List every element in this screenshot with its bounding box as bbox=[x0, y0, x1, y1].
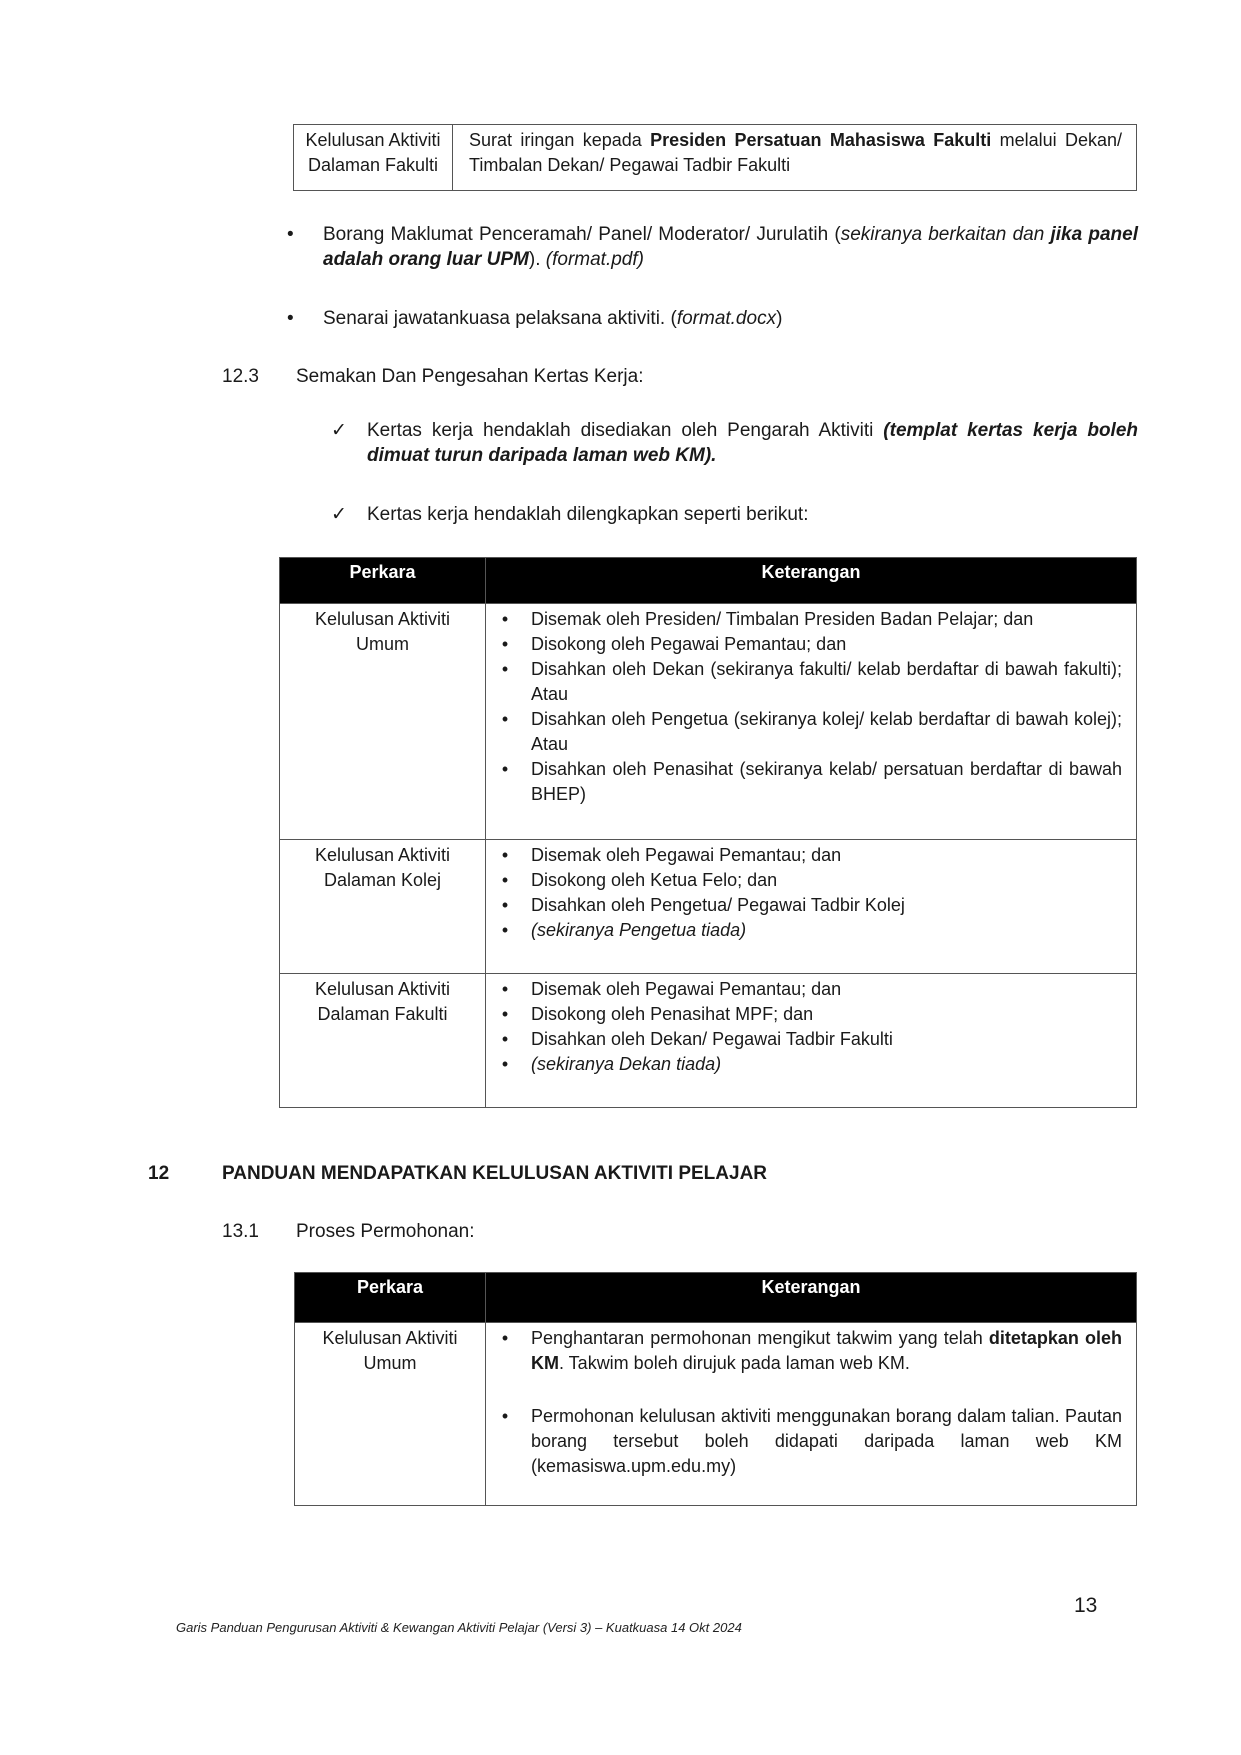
bullet-icon: • bbox=[501, 895, 509, 915]
item-text: Disokong oleh Penasihat MPF; dan bbox=[531, 1004, 814, 1024]
bullet-icon: • bbox=[287, 224, 294, 245]
top-table-desc bbox=[453, 125, 1137, 191]
bullet-item bbox=[287, 222, 1138, 272]
section-number: 13.1 bbox=[222, 1221, 259, 1242]
bullet-icon: • bbox=[501, 1004, 509, 1024]
row-content bbox=[486, 604, 1137, 840]
label-line: Kelulusan Aktiviti bbox=[322, 1328, 458, 1348]
footer-text: Garis Panduan Pengurusan Aktiviti & Kewangan Aktiviti Pelajar (Versi 3) – Kuatkuasa 14 Okt 2024 bbox=[176, 1620, 742, 1635]
list-item bbox=[498, 868, 1122, 893]
desc-bold: Presiden Persatuan Mahasiswa Fakulti bbox=[650, 130, 992, 150]
label-line: Umum bbox=[363, 1353, 417, 1373]
bullet-icon: • bbox=[501, 979, 509, 999]
bullet-icon: • bbox=[501, 609, 509, 629]
row-label bbox=[280, 604, 486, 840]
item-text: . Takwim boleh dirujuk pada laman web KM. bbox=[559, 1353, 910, 1373]
label-line: Kelulusan Aktiviti bbox=[314, 979, 451, 999]
bullet-text: Borang Maklumat Penceramah/ Panel/ Moderator/ Jurulatih ( bbox=[323, 224, 841, 245]
desc-text: melalui Dekan/ Timbalan Dekan/ Pegawai Tadbir Fakulti bbox=[469, 130, 1122, 175]
desc-text: Surat iringan kepada bbox=[469, 130, 651, 150]
list-item bbox=[498, 918, 1122, 943]
label-line: Kelulusan Aktiviti bbox=[314, 609, 451, 629]
bullet-icon: • bbox=[501, 1029, 509, 1049]
list-item bbox=[498, 657, 1122, 707]
bullet-bold-italic: jika panel adalah orang luar UPM bbox=[323, 224, 1138, 270]
row-label bbox=[295, 1323, 486, 1506]
item-text: Permohonan kelulusan aktiviti menggunakan borang dalam talian. Pautan borang tersebut boleh didapati daripada laman web KM (kemasiswa.upm.edu.my) bbox=[531, 1406, 1122, 1476]
row-label bbox=[280, 974, 486, 1108]
label-line: Dalaman Fakulti bbox=[317, 1004, 448, 1024]
section-title: Semakan Dan Pengesahan Kertas Kerja: bbox=[296, 366, 644, 387]
list-item bbox=[498, 757, 1122, 807]
section-title: Proses Permohonan: bbox=[296, 1221, 475, 1242]
check-text: Kertas kerja hendaklah disediakan oleh Pengarah Aktiviti bbox=[367, 420, 884, 441]
list-item bbox=[498, 893, 1122, 918]
check-item bbox=[331, 418, 1138, 468]
section-number: 12 bbox=[148, 1163, 170, 1184]
label-line: Dalaman Kolej bbox=[323, 870, 442, 890]
item-bold: ditetapkan oleh KM bbox=[531, 1328, 1122, 1373]
column-header: Keterangan bbox=[486, 1273, 1137, 1323]
list-item bbox=[498, 1326, 1122, 1376]
bullet-icon: • bbox=[501, 659, 509, 679]
item-text: Disahkan oleh Pengetua/ Pegawai Tadbir Kolej bbox=[531, 895, 905, 915]
check-bold-italic: (templat kertas kerja boleh dimuat turun daripada laman web KM). bbox=[367, 420, 1138, 466]
item-text: Disahkan oleh Pengetua (sekiranya kolej/ kelab berdaftar di bawah kolej); Atau bbox=[531, 709, 1122, 754]
table-row bbox=[280, 974, 1137, 1108]
bullet-italic: format.docx bbox=[676, 308, 777, 329]
item-text: Penghantaran permohonan mengikut takwim yang telah bbox=[531, 1328, 989, 1348]
top-table bbox=[293, 124, 1137, 191]
item-text: Disahkan oleh Penasihat (sekiranya kelab/ persatuan berdaftar di bawah BHEP) bbox=[531, 759, 1122, 804]
bullet-item bbox=[287, 306, 1138, 331]
label-line: Kelulusan Aktiviti bbox=[314, 845, 451, 865]
row-label bbox=[280, 840, 486, 974]
column-header: Keterangan bbox=[486, 558, 1137, 604]
label-line: Kelulusan Aktiviti bbox=[305, 130, 441, 150]
item-text: (sekiranya Pengetua tiada) bbox=[531, 920, 747, 940]
bullet-icon: • bbox=[501, 845, 509, 865]
list-item bbox=[498, 843, 1122, 868]
row-content bbox=[486, 974, 1137, 1108]
bullet-text: ) bbox=[776, 308, 783, 329]
bullet-icon: • bbox=[501, 1328, 509, 1348]
item-text: Disokong oleh Ketua Felo; dan bbox=[531, 870, 778, 890]
section-heading: PANDUAN MENDAPATKAN KELULUSAN AKTIVITI PELAJAR bbox=[222, 1163, 768, 1184]
item-text: Disahkan oleh Dekan/ Pegawai Tadbir Fakulti bbox=[531, 1029, 893, 1049]
row-content bbox=[486, 840, 1137, 974]
bullet-icon: • bbox=[287, 308, 294, 329]
item-text: Disemak oleh Presiden/ Timbalan Presiden Badan Pelajar; dan bbox=[531, 609, 1034, 629]
list-item bbox=[498, 1002, 1122, 1027]
list-item bbox=[498, 607, 1122, 632]
bullet-italic: sekiranya berkaitan dan bbox=[840, 224, 1051, 245]
page-number: 13 bbox=[1074, 1594, 1098, 1617]
bullet-icon: • bbox=[501, 1054, 509, 1074]
list-item bbox=[498, 1052, 1122, 1077]
item-text: Disemak oleh Pegawai Pemantau; dan bbox=[531, 845, 842, 865]
row-content bbox=[486, 1323, 1137, 1506]
bullet-text: Senarai jawatankuasa pelaksana aktiviti. ( bbox=[323, 308, 677, 329]
item-text: Disemak oleh Pegawai Pemantau; dan bbox=[531, 979, 842, 999]
label-line: Umum bbox=[356, 634, 409, 654]
label-line: Dalaman Fakulti bbox=[307, 155, 439, 175]
bullet-icon: • bbox=[501, 709, 509, 729]
list-item bbox=[498, 977, 1122, 1002]
table-row bbox=[295, 1323, 1137, 1506]
bullet-icon: • bbox=[501, 634, 509, 654]
section-number: 12.3 bbox=[222, 366, 259, 387]
list-item bbox=[498, 1027, 1122, 1052]
bullet-italic: (format.pdf) bbox=[545, 249, 644, 270]
check-icon: ✓ bbox=[331, 504, 347, 525]
item-text: Disokong oleh Pegawai Pemantau; dan bbox=[531, 634, 847, 654]
table-row bbox=[280, 604, 1137, 840]
approval-table bbox=[279, 557, 1137, 1108]
bullet-icon: • bbox=[501, 920, 509, 940]
check-text: Kertas kerja hendaklah dilengkapkan seperti berikut: bbox=[367, 504, 809, 525]
bullet-text: ). bbox=[528, 249, 546, 270]
check-item bbox=[331, 502, 1138, 527]
column-header: Perkara bbox=[295, 1273, 486, 1323]
item-text: Disahkan oleh Dekan (sekiranya fakulti/ kelab berdaftar di bawah fakulti); Atau bbox=[531, 659, 1122, 704]
list-item bbox=[498, 632, 1122, 657]
column-header: Perkara bbox=[280, 558, 486, 604]
item-text: (sekiranya Dekan tiada) bbox=[531, 1054, 722, 1074]
table-row bbox=[280, 840, 1137, 974]
application-table bbox=[294, 1272, 1137, 1506]
list-item bbox=[498, 1404, 1122, 1479]
top-table-label bbox=[294, 125, 453, 191]
check-icon: ✓ bbox=[331, 420, 347, 441]
list-item bbox=[498, 707, 1122, 757]
bullet-icon: • bbox=[501, 870, 509, 890]
bullet-icon: • bbox=[501, 759, 509, 779]
bullet-icon: • bbox=[501, 1406, 509, 1426]
